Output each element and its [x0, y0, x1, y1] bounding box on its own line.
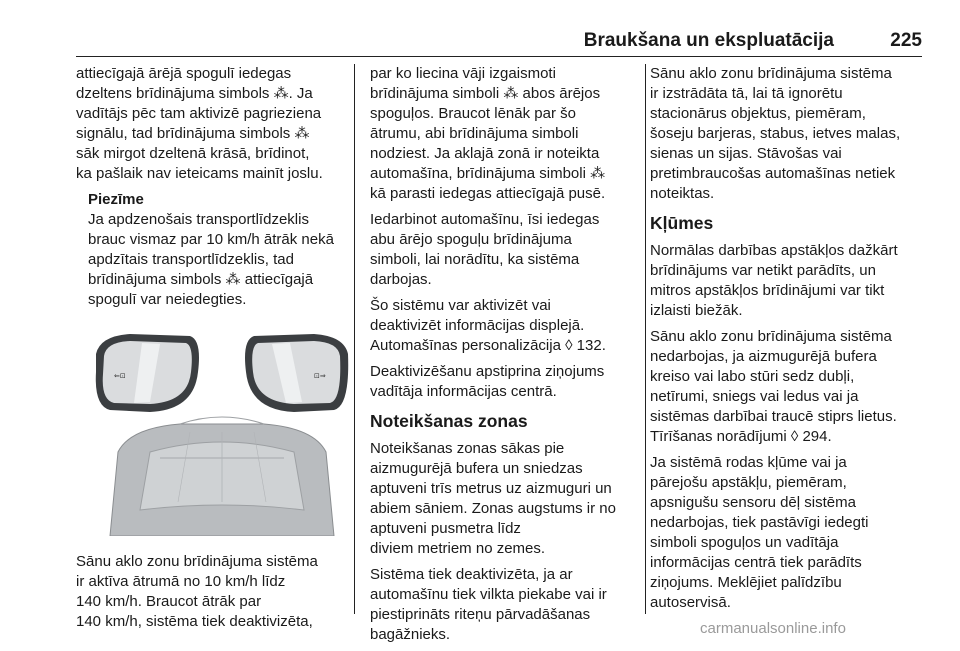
text-line: nedarbojas, ja aizmugurējā bufera: [650, 348, 877, 365]
text-line: netīrumi, sniegs vai ledus vai ja: [650, 388, 859, 405]
text-line: apdzītais transportlīdzeklis, tad: [88, 251, 294, 268]
section-heading: Kļūmes: [650, 213, 714, 233]
text-line: Iedarbinot automašīnu, īsi iedegas: [370, 211, 600, 228]
cross-reference-link[interactable]: Automašīnas personalizācija ◊ 132.: [370, 337, 606, 354]
text-line: brīdinājuma simboli ⁂ abos ārējos: [370, 85, 601, 102]
note-title: Piezīme: [88, 191, 144, 208]
text-line: automašīnu tiek vilkta piekabe vai ir: [370, 586, 607, 603]
text-line: pretimbraucošas automašīnas netiek: [650, 165, 896, 182]
text-line: noteiktas.: [650, 185, 715, 202]
text-line: signālu, tad brīdinājuma simbols ⁂: [76, 125, 310, 142]
paragraph: [370, 64, 634, 204]
paragraph: [650, 241, 930, 321]
text-line: ātrumu, abi brīdinājuma simboli: [370, 125, 579, 142]
text-line: sistēmas darbībai traucē stiprs lietus.: [650, 408, 897, 425]
column-divider: [645, 64, 646, 614]
text-line: Šo sistēmu var aktivizēt vai: [370, 297, 551, 314]
text-line: informācijas centrā tiek parādīts: [650, 554, 862, 571]
text-line: abu ārējo spoguļu brīdinājuma: [370, 231, 572, 248]
cross-reference-link[interactable]: Tīrīšanas norādījumi ◊ 294.: [650, 428, 832, 445]
paragraph: [370, 210, 634, 290]
text-line: aizmugurējā bufera un sniedzas: [370, 460, 583, 477]
text-line: aptuveni trīs metrus uz aizmuguri un: [370, 480, 612, 497]
paragraph: [650, 64, 930, 204]
text-line: Normālas darbības apstākļos dažkārt: [650, 242, 898, 259]
text-line: 140 km/h, sistēma tiek deaktivizēta,: [76, 613, 313, 630]
svg-text:⇐⊡: ⇐⊡: [114, 372, 126, 380]
column-divider: [354, 64, 355, 614]
text-line: nedarbojas, tiek pastāvīgi iedegti: [650, 514, 869, 531]
paragraph: [76, 552, 344, 632]
text-line: stacionārus objektus, piemēram,: [650, 105, 866, 122]
text-line: diviem metriem no zemes.: [370, 540, 546, 557]
text-line: Ja apdzenošais transportlīdzeklis: [88, 211, 309, 228]
page-number: 225: [890, 30, 922, 51]
text-line: ir aktīva ātrumā no 10 km/h līdz: [76, 573, 286, 590]
text-line: mitros apstākļos brīdinājumi var tikt: [650, 282, 885, 299]
text-line: šoseju barjeras, stabus, ietves malas,: [650, 125, 901, 142]
text-line: abiem sāniem. Zonas augstums ir no: [370, 500, 616, 517]
svg-text:⊡⇒: ⊡⇒: [314, 372, 326, 380]
column-3: [650, 64, 930, 619]
text-line: vadītājs pēc tam aktivizē pagrieziena: [76, 105, 322, 122]
text-line: autoservisā.: [650, 594, 731, 611]
text-line: brauc vismaz par 10 km/h ātrāk nekā: [88, 231, 334, 248]
column-2: [370, 64, 634, 651]
text-line: attiecīgajā ārējā spogulī iedegas: [76, 65, 292, 82]
column-1: [76, 64, 344, 638]
text-line: kā parasti iedegas attiecīgajā pusē.: [370, 185, 606, 202]
paragraph: [650, 327, 930, 447]
text-line: Deaktivizēšanu apstiprina ziņojums: [370, 363, 605, 380]
text-line: aptuveni pusmetra līdz: [370, 520, 521, 537]
text-line: pārejošu apstākļu, piemēram,: [650, 474, 847, 491]
paragraph: [370, 565, 634, 645]
text-line: kreiso vai labo stūri sedz dubļi,: [650, 368, 855, 385]
text-line: bagāžnieks.: [370, 626, 451, 643]
paragraph: [370, 296, 634, 356]
text-line: par ko liecina vāji izgaismoti: [370, 65, 556, 82]
text-line: deaktivizēt informācijas displejā.: [370, 317, 585, 334]
note-box: [76, 190, 344, 310]
paragraph: [370, 439, 634, 559]
text-line: simboli spoguļos un vadītāja: [650, 534, 839, 551]
text-line: Ja sistēmā rodas kļūme vai ja: [650, 454, 847, 471]
text-line: Sānu aklo zonu brīdinājuma sistēma: [650, 328, 892, 345]
text-line: brīdinājuma simbols ⁂ attiecīgajā: [88, 271, 314, 288]
text-line: vadītāja informācijas centrā.: [370, 383, 557, 400]
text-line: ziņojums. Meklējiet palīdzību: [650, 574, 842, 591]
text-line: Noteikšanas zonas sākas pie: [370, 440, 565, 457]
text-line: Sistēma tiek deaktivizēta, ja ar: [370, 566, 573, 583]
watermark: carmanualsonline.info: [700, 620, 846, 637]
text-line: 140 km/h. Braucot ātrāk par: [76, 593, 262, 610]
paragraph: [370, 362, 634, 402]
text-line: simboli, lai norādītu, ka sistēma: [370, 251, 580, 268]
text-line: automašīna, brīdinājuma simboli ⁂: [370, 165, 606, 182]
text-line: nodziest. Ja aklajā zonā ir noteikta: [370, 145, 600, 162]
mirror-illustration: [90, 332, 354, 536]
text-line: dzeltens brīdinājuma simbols ⁂. Ja: [76, 85, 313, 102]
page-header: [76, 26, 922, 57]
text-line: brīdinājums var netikt parādīts, un: [650, 262, 876, 279]
text-line: izlaisti biežāk.: [650, 302, 743, 319]
text-line: apsnigušu sensoru dēļ sistēma: [650, 494, 856, 511]
section-title: Braukšana un ekspluatācija: [583, 30, 834, 51]
text-line: sāk mirgot dzeltenā krāsā, brīdinot,: [76, 145, 310, 162]
text-line: ka pašlaik nav ieteicams mainīt joslu.: [76, 165, 323, 182]
text-line: Sānu aklo zonu brīdinājuma sistēma: [76, 553, 318, 570]
text-line: darbojas.: [370, 271, 432, 288]
text-line: piestiprināts riteņu pārvadāšanas: [370, 606, 591, 623]
text-line: spoguļos. Braucot lēnāk par šo: [370, 105, 576, 122]
paragraph: [650, 453, 930, 613]
text-line: ir izstrādāta tā, lai tā ignorētu: [650, 85, 843, 102]
text-line: spogulī var neiedegties.: [88, 291, 247, 308]
text-line: sienas un sijas. Stāvošas vai: [650, 145, 842, 162]
section-heading: Noteikšanas zonas: [370, 411, 528, 431]
text-line: Sānu aklo zonu brīdinājuma sistēma: [650, 65, 892, 82]
paragraph: [76, 64, 344, 184]
